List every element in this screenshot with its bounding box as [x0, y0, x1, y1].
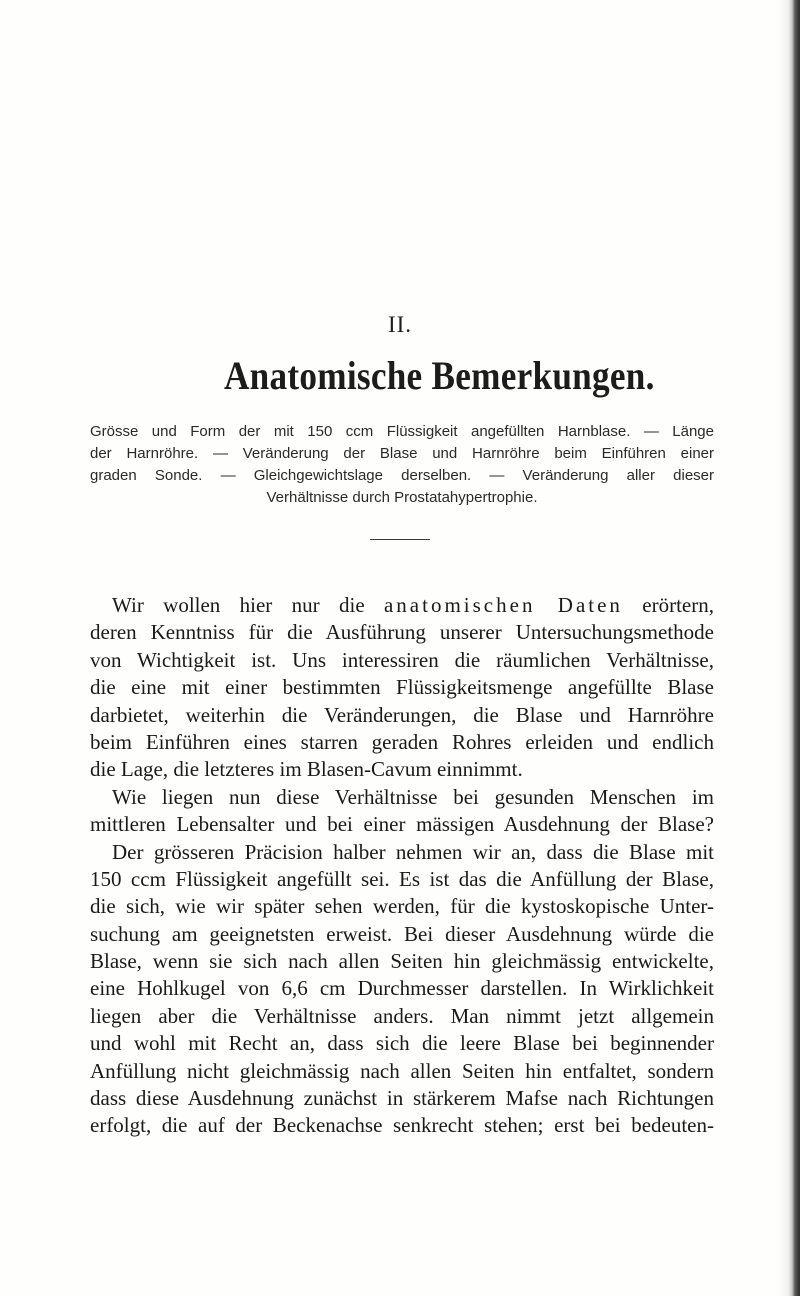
chapter-title: Anatomische Bemerkungen.	[224, 353, 655, 398]
chapter-summary	[90, 421, 714, 509]
body-line: eine Hohlkugel von 6,6 cm Durchmesser darstellen. In Wirklichkeit	[90, 976, 714, 1001]
body-text	[90, 592, 714, 1140]
body-line: und wohl mit Recht an, dass sich die leere Blase bei beginnender	[90, 1031, 714, 1056]
body-line: 150 ccm Flüssigkeit angefüllt sei. Es ist das die Anfüllung der Blase,	[90, 866, 714, 891]
body-line: Blase, wenn sie sich nach allen Seiten hin gleichmässig entwickelte,	[90, 949, 714, 974]
body-line: mittleren Lebensalter und bei einer mässigen Ausdehnung der Blase?	[90, 812, 714, 837]
body-line: erfolgt, die auf der Beckenachse senkrecht stehen; erst bei bedeuten-	[90, 1113, 714, 1138]
body-line: die eine mit einer bestimmten Flüssigkeitsmenge angefüllte Blase	[90, 675, 714, 700]
body-line-text: Wir wollen hier nur die	[112, 593, 384, 617]
body-line: von Wichtigkeit ist. Uns interessiren die räumlichen Verhältnisse,	[90, 647, 714, 672]
body-line-text: erörtern,	[622, 593, 714, 617]
summary-line: graden Sonde. — Gleichgewichtslage derselben. — Veränderung aller dieser	[90, 467, 714, 484]
page-edge-shadow	[778, 0, 788, 1296]
body-line: beim Einführen eines starren geraden Rohres erleiden und endlich	[90, 729, 714, 754]
body-line: deren Kenntniss für die Ausführung unserer Untersuchungsmethode	[90, 620, 714, 645]
summary-line: Verhältnisse durch Prostatahypertrophie.	[266, 489, 538, 506]
page-edge	[788, 0, 800, 1296]
summary-line: der Harnröhre. — Veränderung der Blase und Harnröhre beim Einführen einer	[90, 445, 714, 462]
body-line: Der grösseren Präcision halber nehmen wir an, dass die Blase mit	[112, 839, 714, 864]
section-divider	[370, 539, 430, 540]
body-line: Anfüllung nicht gleichmässig nach allen Seiten hin entfaltet, sondern	[90, 1058, 714, 1083]
body-line: liegen aber die Verhältnisse anders. Man nimmt jetzt allgemein	[90, 1003, 714, 1028]
body-line: suchung am geeignetsten erweist. Bei dieser Ausdehnung würde die	[90, 921, 714, 946]
emphasized-text: anatomischen Daten	[383, 593, 623, 617]
body-line: Wie liegen nun diese Verhältnisse bei gesunden Menschen im	[112, 784, 714, 809]
body-line: die sich, wie wir später sehen werden, für die kystoskopische Unter-	[90, 894, 714, 919]
body-line	[90, 592, 714, 619]
chapter-number: II.	[387, 312, 413, 337]
body-line: dass diese Ausdehnung zunächst in stärkerem Mafse nach Richtungen	[90, 1086, 714, 1111]
body-line: darbietet, weiterhin die Veränderungen, die Blase und Harnröhre	[90, 702, 714, 727]
body-line: die Lage, die letzteres im Blasen-Cavum einnimmt.	[90, 757, 523, 782]
summary-line: Grösse und Form der mit 150 ccm Flüssigkeit angefüllten Harnblase. — Länge	[90, 423, 714, 440]
